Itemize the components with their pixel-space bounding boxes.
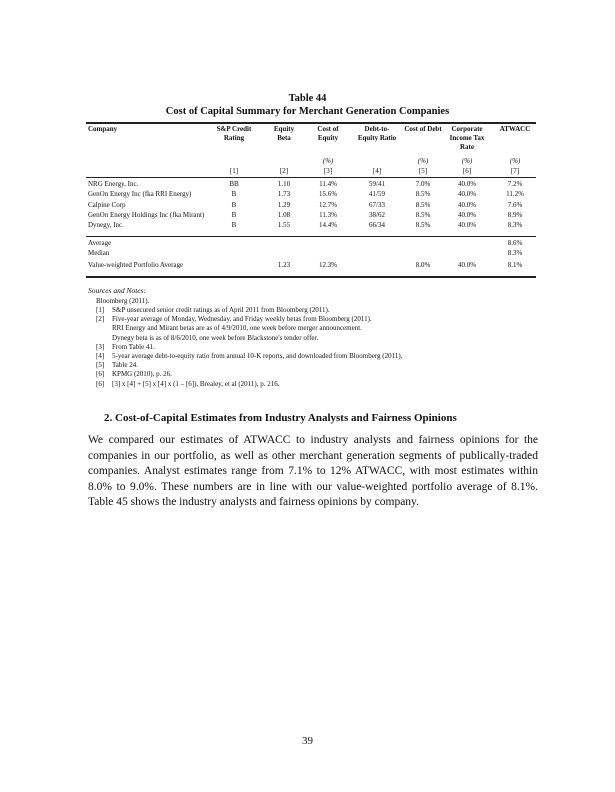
header-beta-1: Equity bbox=[273, 125, 295, 133]
table-cell-rating: B bbox=[231, 200, 237, 209]
summary-rule bbox=[86, 236, 536, 237]
note-text: From Table 41. bbox=[112, 342, 155, 351]
header-tax-2: Income Tax bbox=[449, 134, 485, 142]
table-cell-beta: 1.73 bbox=[277, 190, 291, 199]
header-coe-1: Cost of bbox=[317, 125, 339, 133]
table-cell-company: GenOn Energy Holdings Inc (fka Mirant) bbox=[88, 210, 205, 219]
note-number: [1] bbox=[96, 306, 105, 314]
table-cell-tax: 40.0% bbox=[457, 190, 477, 199]
unit-coe: (%) bbox=[322, 157, 334, 165]
table-cell-atwacc: 11.2% bbox=[506, 190, 524, 199]
note-text: Dynegy beta is as of 8/6/2010, one week before Blackstone's tender offer. bbox=[112, 333, 319, 342]
table-number: Table 44 bbox=[288, 93, 327, 104]
table-cell-cod: 8.5% bbox=[415, 210, 431, 219]
table-title: Cost of Capital Summary for Merchant Generation Companies bbox=[165, 106, 450, 117]
table-cell-tax: 40.0% bbox=[457, 180, 477, 188]
table-cell-company: GenOn Energy Inc (fka RRI Energy) bbox=[88, 190, 192, 199]
table-cell-de: 38/62 bbox=[369, 210, 385, 219]
table-cell-coe: 14.4% bbox=[318, 221, 338, 230]
table-cell-coe: 11.4% bbox=[319, 180, 337, 188]
header-atwacc: ATWACC bbox=[499, 125, 531, 133]
header-coe-2: Equity bbox=[317, 134, 339, 142]
notes-source: Bloomberg (2011). bbox=[96, 297, 150, 305]
table-cell-atwacc: 8.9% bbox=[507, 210, 523, 219]
note-number: [6] bbox=[96, 379, 105, 388]
notes-heading: Sources and Notes: bbox=[88, 286, 147, 295]
note-text: Table 24. bbox=[112, 361, 138, 370]
table-cell-rating: B bbox=[231, 190, 237, 199]
table-bottom-rule bbox=[86, 276, 536, 278]
table-cell-coe: 12.7% bbox=[318, 200, 338, 209]
header-tax-1: Corporate bbox=[451, 125, 483, 133]
table-cell-cod: 8.5% bbox=[415, 221, 431, 230]
unit-tax: (%) bbox=[461, 157, 473, 165]
table-cell-tax: 40.0% bbox=[457, 210, 477, 219]
header-rating-2: Rating bbox=[223, 134, 245, 142]
ref-beta: [2] bbox=[279, 167, 289, 175]
table-cell-de: 66/34 bbox=[369, 221, 385, 230]
note-text: KPMG (2010), p. 26. bbox=[112, 370, 172, 379]
ref-cod: [5] bbox=[418, 167, 428, 175]
average-atwacc: 8.6% bbox=[507, 239, 523, 247]
table-cell-rating: BB bbox=[229, 180, 239, 188]
table-cell-rating: B bbox=[231, 221, 237, 230]
table-cell-company: Calpine Corp bbox=[88, 200, 126, 209]
table-cell-atwacc: 7.6% bbox=[507, 200, 523, 209]
ref-de: [4] bbox=[372, 167, 382, 175]
body-paragraph: We compared our estimates of ATWACC to industry analysts and fairness opinions for the companies in our portfolio, as well as other merchant generation segments of publically-traded companies. Analyst estimates range from 7.1% to 12% ATWACC, with most estimates within 8.0% to 9.0%. These numbers are in line with our value-weighted portfolio average of 8.1%. Table 45 shows the industry analysts and fairness opinions by company. bbox=[88, 434, 538, 508]
table-cell-coe: 15.6% bbox=[318, 190, 338, 199]
vw-tax: 40.0% bbox=[457, 261, 477, 269]
table-cell-rating: B bbox=[231, 210, 237, 219]
vw-cod: 8.0% bbox=[415, 261, 431, 269]
note-text: RRI Energy and Mirant betas are as of 4/9/2010, one week before merger announcement. bbox=[112, 324, 362, 333]
table-cell-company: Dynegy, Inc. bbox=[88, 221, 124, 230]
header-de-2: Equity Ratio bbox=[357, 134, 397, 142]
note-number: [5] bbox=[96, 361, 105, 370]
table-cell-company: NRG Energy, Inc. bbox=[88, 180, 139, 188]
table-cell-beta: 1.08 bbox=[277, 210, 291, 219]
ref-coe: [3] bbox=[323, 167, 333, 175]
header-beta-2: Beta bbox=[277, 134, 291, 142]
note-number: [4] bbox=[96, 352, 105, 360]
table-cell-cod: 8.5% bbox=[415, 190, 431, 199]
header-rating-1: S&P Credit bbox=[216, 125, 252, 133]
table-cell-coe: 11.3% bbox=[319, 210, 337, 219]
note-text: [3] x [4] + [5] x [4] x (1 – [6]), Brealey, et al (2011), p. 216. bbox=[112, 379, 280, 388]
table-cell-tax: 40.0% bbox=[457, 200, 477, 209]
note-number: [6] bbox=[96, 370, 105, 379]
header-company: Company bbox=[88, 125, 118, 133]
page-number: 39 bbox=[302, 735, 313, 747]
section-heading: 2. Cost-of-Capital Estimates from Industry Analysts and Fairness Opinions bbox=[104, 412, 457, 424]
note-number: [2] bbox=[96, 315, 105, 324]
vw-coe: 12.3% bbox=[318, 261, 338, 269]
ref-atwacc: [7] bbox=[510, 167, 520, 175]
vw-label: Value-weighted Portfolio Average bbox=[88, 261, 184, 269]
table-cell-de: 67/33 bbox=[369, 200, 385, 209]
unit-cod: (%) bbox=[417, 157, 429, 165]
median-atwacc: 8.3% bbox=[507, 249, 523, 257]
header-cod: Cost of Debt bbox=[404, 125, 442, 133]
table-top-rule bbox=[86, 122, 536, 124]
header-tax-3: Rate bbox=[460, 143, 474, 151]
note-text: 5-year average debt-to-equity ratio from annual 10-K reports, and downloaded from Bloomberg (2011). bbox=[112, 352, 403, 360]
header-de-1: Debt-to- bbox=[364, 125, 390, 133]
table-cell-atwacc: 7.2% bbox=[507, 180, 523, 188]
ref-rating: [1] bbox=[229, 167, 239, 175]
ref-tax: [6] bbox=[462, 167, 472, 175]
median-label: Median bbox=[88, 249, 110, 257]
table-cell-de: 59/41 bbox=[369, 180, 385, 188]
table-cell-de: 41/59 bbox=[369, 190, 385, 199]
table-cell-cod: 7.0% bbox=[415, 180, 431, 188]
note-text: Five-year average of Monday, Wednesday, and Friday weekly betas from Bloomberg (2011). bbox=[112, 315, 372, 324]
vw-atwacc: 8.1% bbox=[507, 261, 523, 269]
vw-beta: 1.23 bbox=[277, 261, 291, 269]
note-number: [3] bbox=[96, 342, 105, 351]
table-cell-atwacc: 8.3% bbox=[507, 221, 523, 230]
table-cell-beta: 1.29 bbox=[277, 200, 291, 209]
table-cell-cod: 8.5% bbox=[415, 200, 431, 209]
header-rule bbox=[86, 177, 536, 178]
table-cell-tax: 40.0% bbox=[457, 221, 477, 230]
table-cell-beta: 1.10 bbox=[277, 180, 291, 188]
unit-atwacc: (%) bbox=[509, 157, 521, 165]
table-cell-beta: 1.55 bbox=[277, 221, 291, 230]
average-label: Average bbox=[88, 239, 112, 247]
note-text: S&P unsecured senior credit ratings as of April 2011 from Bloomberg (2011). bbox=[112, 306, 330, 314]
